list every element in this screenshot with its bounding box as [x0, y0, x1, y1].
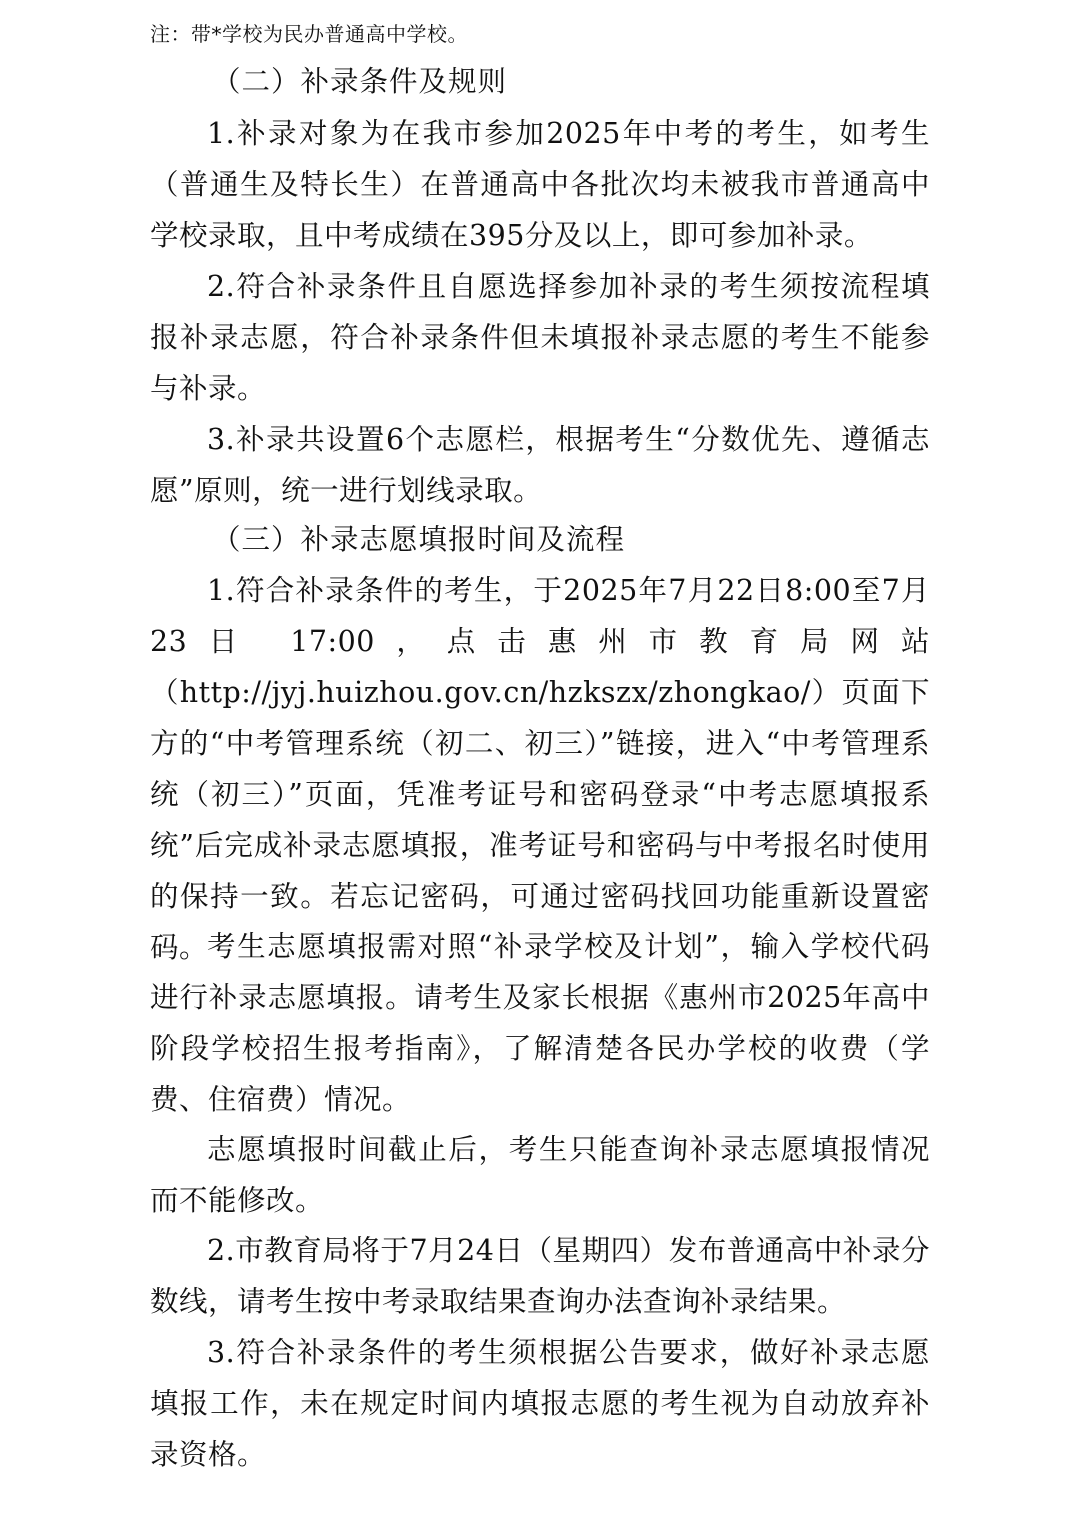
section-heading-process: （三）补录志愿填报时间及流程: [212, 523, 626, 556]
paragraph-eligibility: 1.补录对象为在我市参加2025年中考的考生，如考生（普通生及特长生）在普通高中各批次均未被我市普通高中学校录取，且中考成绩在395分及以上，即可参加补录。: [150, 117, 930, 252]
section-heading-rules: （二）补录条件及规则: [212, 65, 508, 98]
paragraph-preference-slots: 3.补录共设置6个志愿栏，根据考生“分数优先、遵循志愿”原则，统一进行划线录取。: [150, 423, 930, 507]
footnote-private-schools: 注：带*学校为民办普通高中学校。: [150, 22, 468, 46]
paragraph-school-codes-and-fees: 考生志愿填报需对照“补录学校及计划”，输入学校代码进行补录志愿填报。请考生及家长根据《惠州市2025年高中阶段学校招生报考指南》，了解清楚各民办学校的收费（学费、住宿费）情况。: [150, 930, 930, 1116]
paragraph-score-line-release: 2.市教育局将于7月24日（星期四）发布普通高中补录分数线，请考生按中考录取结果查询办法查询补录结果。: [150, 1234, 930, 1318]
paragraph-deadline-no-changes: 志愿填报时间截止后，考生只能查询补录志愿填报情况而不能修改。: [150, 1133, 930, 1217]
paragraph-forfeit-warning: 3.符合补录条件的考生须根据公告要求，做好补录志愿填报工作，未在规定时间内填报志愿的考生视为自动放弃补录资格。: [150, 1336, 930, 1471]
paragraph-application-requirement: 2.符合补录条件且自愿选择参加补录的考生须按流程填报补录志愿，符合补录条件但未填报补录志愿的考生不能参与补录。: [150, 270, 930, 405]
paragraph-filing-time-and-login: 1.符合补录条件的考生，于2025年7月22日8:00至7月23日 17:00，点击惠州市教育局网站（http://jyj.huizhou.gov.cn/hzkszx/zhongkao/）页面下方的“中考管理系统（初二、初三）”链接，进入“中考管理系统（初三）”页面，凭准考证号和密码登录“中考志愿填报系统”后完成补录志愿填报，准考证号和密码与中考报名时使用的保持一致。若忘记密码，可通过密码找回功能重新设置密码。: [150, 574, 930, 964]
